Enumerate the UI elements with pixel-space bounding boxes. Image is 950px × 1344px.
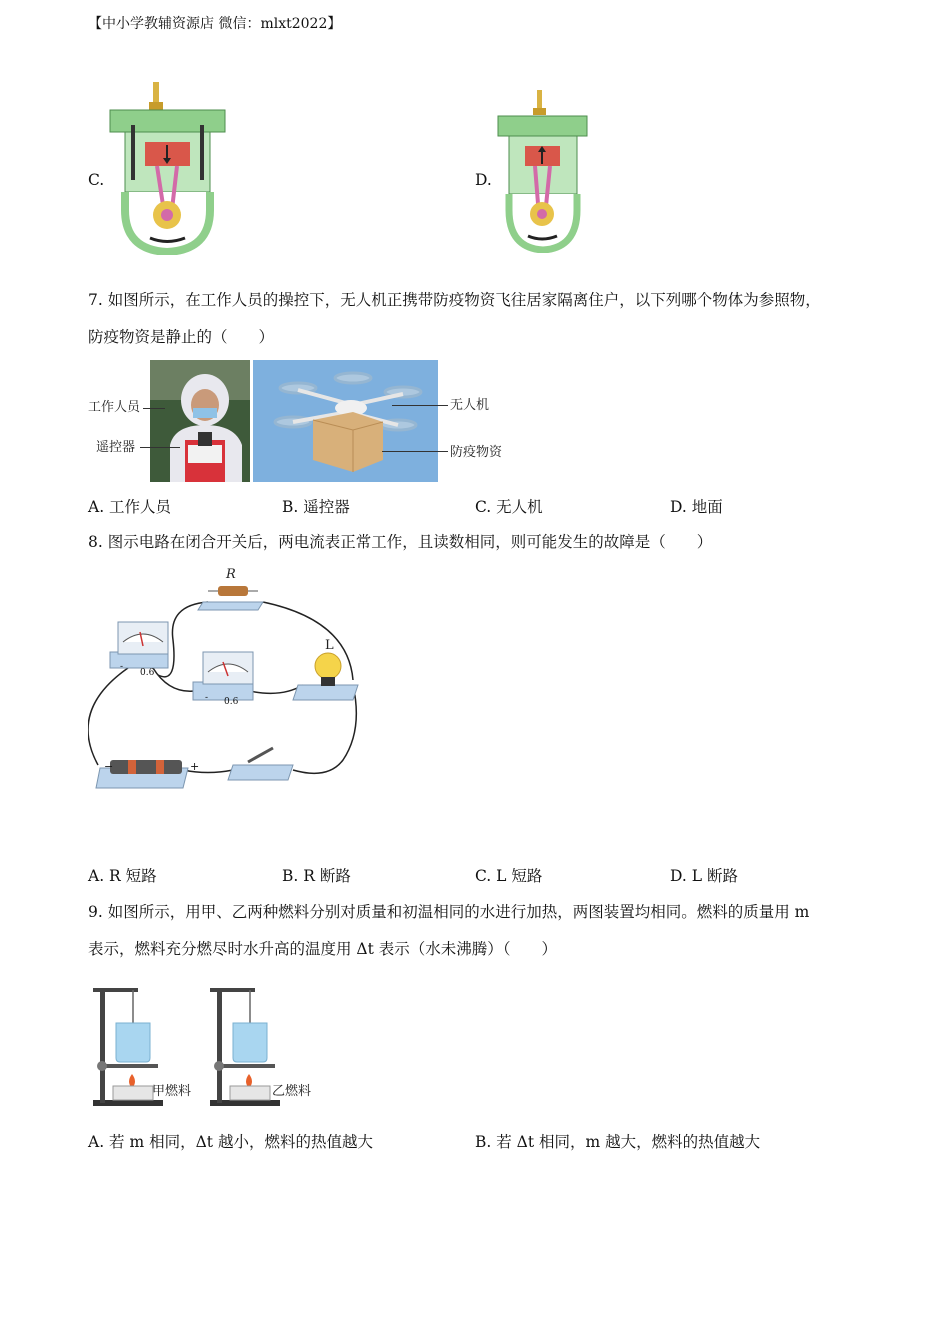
question-8-line-1: 8. 图示电路在闭合开关后，两电流表正常工作，且读数相同，则可能发生的故障是（ ）: [88, 533, 713, 551]
ammeter-2-scale: 0.6: [224, 697, 239, 707]
leader-worker: [143, 408, 165, 409]
ammeter-2-minus: -: [205, 693, 209, 703]
q7-option-b: B. 遥控器: [282, 498, 350, 516]
label-worker: 工作人员: [88, 400, 141, 415]
q9-option-a: A. 若 m 相同，Δt 越小，燃料的热值越大: [88, 1133, 373, 1151]
q8-option-c: C. L 短路: [475, 867, 543, 885]
question-9-line-2: 表示，燃料充分燃尽时水升高的温度用 Δt 表示（水未沸腾）（ ）: [88, 940, 558, 958]
q8-option-b: B. R 断路: [282, 867, 351, 885]
circuit-diagram: [88, 560, 373, 800]
q8-option-a: A. R 短路: [88, 867, 157, 885]
q7-option-a: A. 工作人员: [88, 498, 172, 516]
leader-drone: [392, 405, 448, 406]
q7-option-c: C. 无人机: [475, 498, 543, 516]
option-c-label: C.: [88, 171, 105, 189]
ammeter-1-scale: 0.6: [140, 668, 155, 678]
question-7-line-2: 防疫物资是静止的（ ）: [88, 328, 275, 346]
battery-plus: +: [190, 760, 200, 773]
label-drone: 无人机: [450, 398, 490, 413]
ammeter-1-minus: -: [120, 662, 124, 672]
battery-minus: −: [104, 760, 114, 773]
q7-option-d: D. 地面: [670, 498, 723, 516]
worker-photo: [150, 360, 250, 482]
question-7-line-1: 7. 如图所示，在工作人员的操控下，无人机正携带防疫物资飞往居家隔离住户，以下列哪个物体为参照物，: [88, 291, 821, 309]
engine-diagram-c: [105, 80, 230, 255]
drone-photo: [253, 360, 438, 482]
q9-option-b: B. 若 Δt 相同，m 越大，燃料的热值越大: [475, 1133, 761, 1151]
leader-remote: [140, 447, 180, 448]
engine-diagram-d: [495, 88, 590, 253]
label-resistor: R: [226, 567, 236, 582]
leader-cargo: [382, 451, 448, 452]
page-header: 【中小学教辅资源店 微信：mlxt2022】: [88, 16, 342, 32]
q8-option-d: D. L 断路: [670, 867, 738, 885]
label-lamp: L: [325, 638, 334, 653]
option-d-label: D.: [475, 171, 492, 189]
label-fuel-b: 乙燃料: [272, 1084, 312, 1099]
label-fuel-a: 甲燃料: [152, 1084, 192, 1099]
label-remote: 遥控器: [96, 440, 136, 455]
question-9-line-1: 9. 如图所示，用甲、乙两种燃料分别对质量和初温相同的水进行加热，两图装置均相同。燃料的质量用 m: [88, 903, 810, 921]
label-cargo: 防疫物资: [450, 445, 503, 460]
